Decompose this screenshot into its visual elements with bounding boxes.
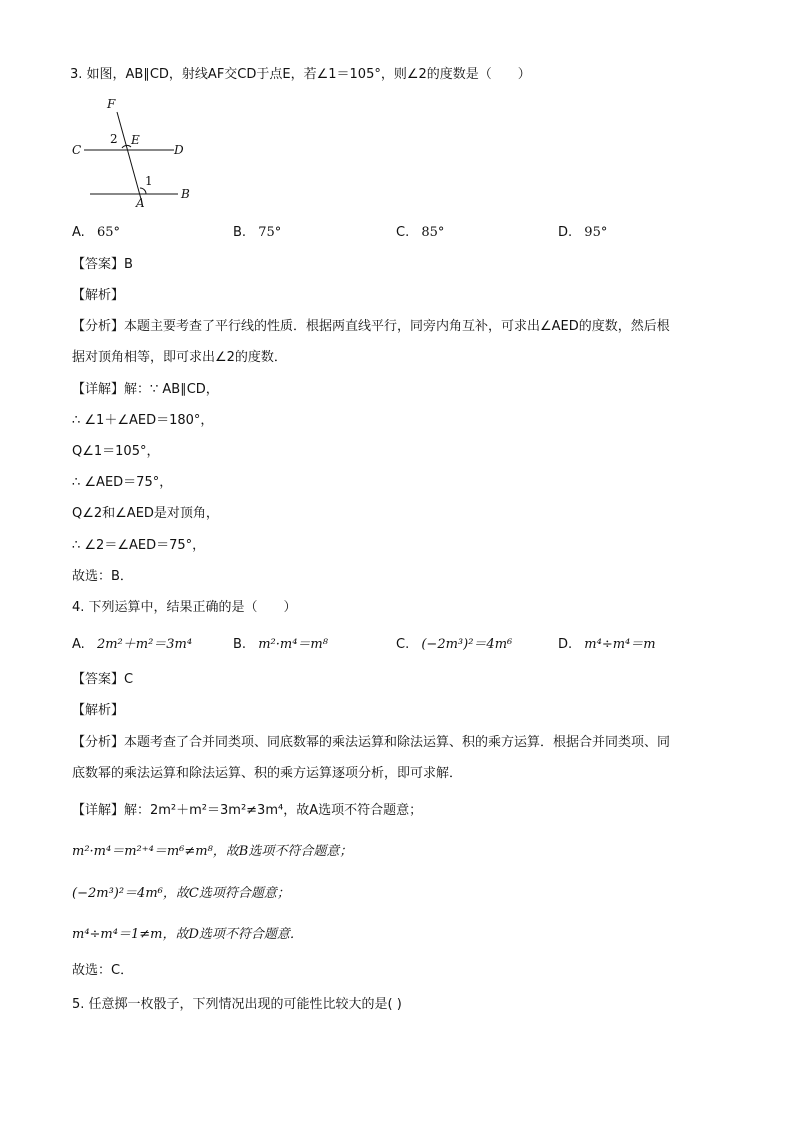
q4-option-c-label: C. [396, 637, 410, 652]
label-f: F [107, 97, 116, 111]
q4-conclusion: 故选：C． [72, 963, 134, 978]
label-b: B [181, 187, 190, 201]
q3-option-a [72, 224, 120, 242]
q3-option-b-value: 75° [258, 225, 282, 240]
q3-detail-line-3: Q∠1＝105°， [72, 444, 160, 459]
q4-option-c-value: (−2m³)²＝4m⁶ [421, 637, 513, 652]
q4-detail-line-4: m⁴÷m⁴＝1≠m，故D选项不符合题意． [72, 927, 303, 942]
q3-option-c [396, 224, 444, 242]
q4-option-d-value: m⁴÷m⁴＝m [584, 637, 656, 652]
q3-option-a-label: A. [72, 225, 85, 240]
q3-option-b [233, 224, 281, 242]
q3-analysis-line-1: 【分析】本题主要考查了平行线的性质．根据两直线平行，同旁内角互补，可求出∠AED的度数，然后根 [72, 319, 670, 334]
q4-option-a [72, 636, 192, 654]
q3-option-d-label: D. [558, 225, 573, 240]
label-d: D [174, 143, 184, 157]
label-a: A [136, 196, 145, 210]
q3-analysis-line-2: 据对顶角相等，即可求出∠2的度数． [72, 350, 287, 365]
q4-option-d [558, 636, 656, 654]
q4-analysis-line-2: 底数幂的乘法运算和除法运算、积的乘方运算逐项分析，即可求解． [72, 766, 463, 781]
q3-detail-line-2: ∴ ∠1＋∠AED＝180°， [72, 413, 214, 428]
q3-detail-line-1: 【详解】解：∵ AB∥CD， [72, 382, 219, 397]
q4-option-b-label: B. [233, 637, 247, 652]
question-4-stem: 4. 下列运算中，结果正确的是（ ） [72, 600, 297, 615]
label-e: E [131, 133, 140, 147]
q4-analysis-header: 【解析】 [72, 703, 125, 718]
q3-option-d-value: 95° [584, 225, 608, 240]
q4-option-a-label: A. [72, 637, 85, 652]
q3-option-d [558, 224, 607, 242]
q3-option-c-label: C. [396, 225, 410, 240]
q4-analysis-line-1: 【分析】本题考查了合并同类项、同底数幂的乘法运算和除法运算、积的乘方运算．根据合并同类项、同 [72, 735, 671, 750]
q4-option-d-label: D. [558, 637, 573, 652]
q4-option-b [233, 636, 328, 654]
q3-analysis-header: 【解析】 [72, 288, 125, 303]
q3-option-a-value: 65° [96, 225, 120, 240]
label-angle-2: 2 [110, 132, 118, 146]
q3-conclusion: 故选：B． [72, 569, 133, 584]
q3-detail-line-6: ∴ ∠2＝∠AED＝75°， [72, 538, 206, 553]
q4-option-b-value: m²·m⁴＝m⁸ [258, 637, 328, 652]
q4-answer: 【答案】C [72, 672, 134, 687]
label-angle-1: 1 [145, 174, 153, 188]
q3-answer: 【答案】B [72, 257, 133, 272]
question-3-stem: 3. 如图，AB∥CD，射线AF交CD于点E，若∠1＝105°，则∠2的度数是（ ） [70, 67, 531, 82]
q4-option-a-value: 2m²＋m²＝3m⁴ [96, 637, 193, 652]
q4-detail-line-1: 【详解】解：2m²＋m²＝3m²≠3m⁴，故A选项不符合题意； [72, 803, 423, 818]
q3-option-b-label: B. [233, 225, 247, 240]
q4-detail-line-2: m²·m⁴＝m²⁺⁴＝m⁶≠m⁸，故B选项不符合题意； [72, 844, 353, 859]
q4-detail-line-3: (−2m³)²＝4m⁶，故C选项符合题意； [72, 886, 290, 901]
q3-detail-line-5: Q∠2和∠AED是对顶角， [72, 506, 219, 521]
question-5-stem: 5. 任意掷一枚骰子，下列情况出现的可能性比较大的是( ) [72, 997, 402, 1012]
q3-detail-line-4: ∴ ∠AED＝75°， [72, 475, 173, 490]
label-c: C [72, 143, 82, 157]
q4-option-c [396, 636, 512, 654]
parallel-lines-figure [70, 96, 200, 211]
angle-1-arc [140, 188, 146, 194]
q3-option-c-value: 85° [421, 225, 445, 240]
ray-af [117, 112, 141, 199]
